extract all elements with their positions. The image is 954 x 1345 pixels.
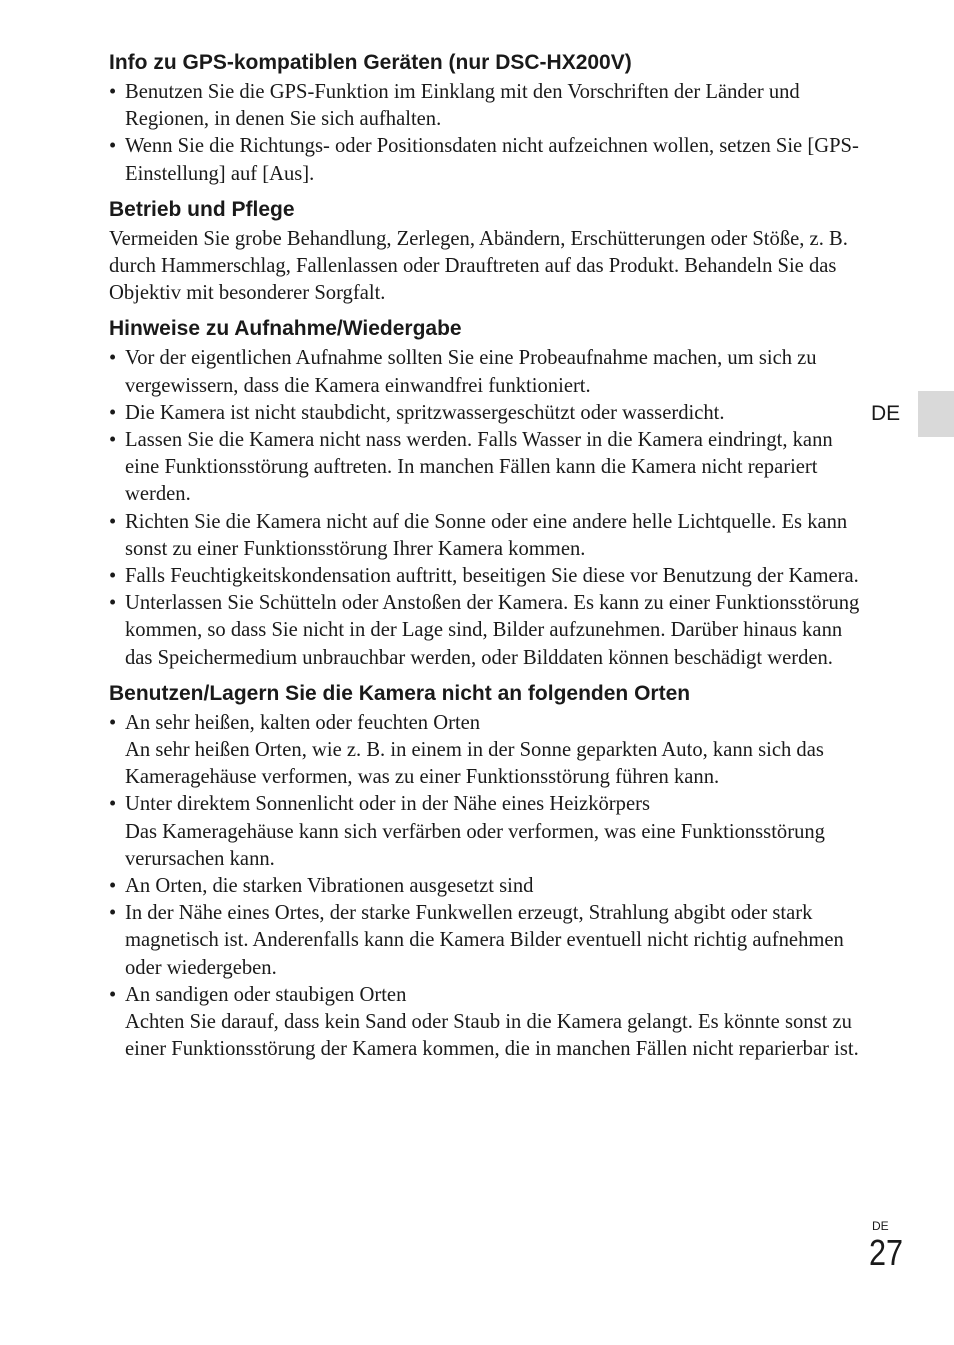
bullet-detail: Achten Sie darauf, dass kein Sand oder Staub in die Kamera gelangt. Es könnte sonst zu einer Funktionsstörung der Kamera kommen, die in manchen Fällen nicht reparierbar ist.: [125, 1011, 859, 1061]
section-operation-care: [109, 196, 861, 308]
section-gps-info: [109, 49, 861, 188]
bullet-list: [109, 710, 861, 1064]
language-tab-label: DE: [871, 402, 901, 425]
bullet-icon: •: [109, 81, 117, 103]
bullet-icon: •: [109, 983, 117, 1006]
bullet-icon: •: [109, 401, 117, 424]
paragraph: Vermeiden Sie grobe Behandlung, Zerlegen, Abändern, Erschütterungen oder Stöße, z. B. durch Hammerschlag, Fallenlassen oder Drauftreten auf das Produkt. Behandeln Sie das Objektiv mit besonderer Sorgfalt.: [109, 227, 848, 305]
language-tab-marker: [918, 391, 954, 437]
list-item: • Die Kamera ist nicht staubdicht, spritzwassergeschützt oder wasserdicht.: [109, 400, 861, 427]
list-item: • Richten Sie die Kamera nicht auf die Sonne oder eine andere helle Lichtquelle. Es kann sonst zu einer Funktionsstörung Ihrer Kamera kommen.: [109, 510, 848, 560]
bullet-icon: •: [109, 902, 117, 925]
bullet-icon: •: [109, 510, 117, 533]
list-item: • Wenn Sie die Richtungs- oder Positionsdaten nicht aufzeichnen wollen, setzen Sie [GPS-Einstellung] auf [Aus].: [109, 135, 859, 185]
bullet-icon: •: [109, 429, 117, 452]
list-item: • Lassen Sie die Kamera nicht nass werden. Falls Wasser in die Kamera eindringt, kann eine Funktionsstörung auftreten. In manchen Fällen kann die Kamera nicht repariert werden.: [109, 429, 833, 506]
bullet-icon: •: [109, 592, 117, 615]
bullet-detail: Das Kameragehäuse kann sich verfärben oder verformen, was eine Funktionsstörung verursachen kann.: [125, 820, 825, 870]
list-item: • Unterlassen Sie Schütteln oder Anstoßen der Kamera. Es kann zu einer Funktionsstörung kommen, so dass Sie nicht in der Lage sind, Bilder aufzunehmen. Darüber hinaus kann das Speichermedium unbrauchbar werden, oder Bilddaten können beschädigt werden.: [109, 592, 860, 669]
bullet-icon: •: [109, 565, 117, 588]
section-heading: Info zu GPS-kompatiblen Geräten (nur DSC-HX200V): [109, 51, 632, 74]
manual-page-content: [109, 49, 861, 1064]
list-item: • Unter direktem Sonnenlicht oder in der Nähe eines Heizkörpers Das Kameragehäuse kann sich verfärben oder verformen, was eine Funktionsstörung verursachen kann.: [109, 793, 825, 870]
bullet-icon: •: [109, 135, 117, 158]
bullet-icon: •: [109, 793, 117, 816]
bullet-list: [109, 79, 861, 188]
bullet-list: [109, 345, 861, 671]
bullet-icon: •: [109, 347, 117, 370]
bullet-icon: •: [109, 711, 117, 734]
list-item: • Benutzen Sie die GPS-Funktion im Einklang mit den Vorschriften der Länder und Regionen, in denen Sie sich aufhalten.: [109, 81, 800, 131]
list-item: • An sandigen oder staubigen Orten Achten Sie darauf, dass kein Sand oder Staub in die Kamera gelangt. Es könnte sonst zu einer Funktionsstörung der Kamera kommen, die in manchen Fällen nicht reparierbar ist.: [109, 983, 859, 1061]
section-heading: Betrieb und Pflege: [109, 197, 295, 221]
footer-language-code: DE: [872, 1219, 889, 1233]
list-item: • An Orten, die starken Vibrationen ausgesetzt sind: [109, 873, 861, 900]
page-number: 27: [869, 1232, 904, 1273]
list-item: • An sehr heißen, kalten oder feuchten Orten An sehr heißen Orten, wie z. B. in einem in der Sonne geparkten Auto, kann sich das Kameragehäuse verformen, was zu einer Funktionsstörung führen kann.: [109, 711, 824, 789]
list-item: • In der Nähe eines Ortes, der starke Funkwellen erzeugt, Strahlung abgibt oder stark magnetisch ist. Anderenfalls kann die Kamera Bilder eventuell nicht richtig aufnehmen oder wiedergeben.: [109, 902, 844, 979]
section-storage-locations: [109, 680, 861, 1064]
bullet-detail: An sehr heißen Orten, wie z. B. in einem in der Sonne geparkten Auto, kann sich das Kameragehäuse verformen, was zu einer Funktionsstörung führen kann.: [125, 739, 824, 789]
bullet-icon: •: [109, 875, 117, 898]
section-heading: Hinweise zu Aufnahme/Wiedergabe: [109, 317, 462, 341]
list-item: • Vor der eigentlichen Aufnahme sollten Sie eine Probeaufnahme machen, um sich zu vergewissern, dass die Kamera einwandfrei funktioniert.: [109, 347, 817, 397]
list-item: • Falls Feuchtigkeitskondensation auftritt, beseitigen Sie diese vor Benutzung der Kamera.: [109, 563, 861, 590]
section-heading: Benutzen/Lagern Sie die Kamera nicht an folgenden Orten: [109, 681, 691, 705]
section-recording-playback: [109, 315, 861, 671]
